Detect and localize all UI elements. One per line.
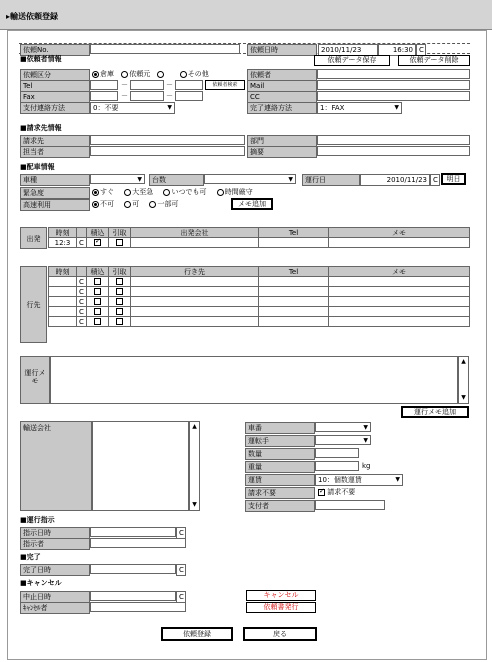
radio-highway-yes-label: 可 [132,200,140,208]
dst-tel-field[interactable] [259,277,329,287]
title-bar [0,0,492,30]
dst-memo-field[interactable] [329,307,470,317]
dst-time-field[interactable] [49,307,77,317]
dst-memo-field[interactable] [329,297,470,307]
operation-memo-textarea[interactable] [50,356,458,404]
qty-label: 数量 [245,448,315,460]
service-date-calendar-button[interactable]: C [430,174,440,186]
request-type-radios [90,69,245,79]
highway-label: 高速利用 [20,199,90,211]
instruction-date-label: 指示日時 [20,527,90,539]
request-no-field[interactable] [90,44,240,54]
request-date-field[interactable]: 2010/11/23 [318,44,378,56]
destination-table [48,266,470,327]
instruction-date-field[interactable] [90,527,176,537]
chevron-down-icon: ▼ [363,424,368,431]
chevron-down-icon: ▼ [363,437,368,444]
dep-col-c [77,228,87,238]
request-time-calendar-button[interactable]: C [416,44,426,56]
transport-scrollbar[interactable] [189,421,200,511]
tel-field-3[interactable] [175,80,203,90]
radio-urgency-strict-label: 時間厳守 [224,188,253,196]
qty-field[interactable] [315,448,359,458]
save-data-button[interactable]: 依頼データ保存 [314,55,390,66]
dst-load-checkbox[interactable] [94,298,101,305]
dst-dest-field[interactable] [131,297,259,307]
departure-table [48,227,470,248]
fare-select[interactable] [315,474,403,486]
dep-load-cell [87,238,109,248]
service-date-label: 運行日 [302,174,360,186]
fax-field-1[interactable] [90,91,118,101]
dst-col-tel: Tel [259,267,329,277]
cancel-calendar-button[interactable]: C [176,591,186,603]
billing-section-title: ■請求先情報 [20,124,62,132]
dst-col-memo: メモ [329,267,470,277]
no-bill-option [318,487,355,497]
cc-label: CC [247,91,317,103]
dst-time-field[interactable] [49,317,77,327]
radio-origin-label: 依頼元 [129,70,151,78]
dst-time-field[interactable] [49,277,77,287]
instruction-section-title: ■運行指示 [20,516,55,524]
urgency-label: 緊急度 [20,187,90,199]
billing-person-field[interactable] [90,146,245,156]
service-date-field[interactable]: 2010/11/23 [360,174,430,186]
radio-urgency-asap-label: 大至急 [132,188,154,196]
register-button[interactable]: 依頼登録 [161,627,233,641]
radio-highway-partial[interactable] [149,201,156,208]
tel-field-2[interactable] [130,80,164,90]
scroll-down-icon[interactable]: ▼ [461,394,466,401]
fax-dash-2: － [166,92,173,100]
billing-to-label: 請求先 [20,135,90,147]
dst-pickup-checkbox[interactable] [116,298,123,305]
instruction-calendar-button[interactable]: C [176,527,186,539]
dst-time-field[interactable] [49,297,77,307]
radio-warehouse-label: 倉庫 [100,70,114,78]
chevron-down-icon: ▼ [395,476,400,483]
fax-label: Fax [20,91,90,103]
dst-time-field[interactable] [49,287,77,297]
driver-label: 運転手 [245,435,315,447]
radio-other-label: その他 [187,70,209,78]
dst-calendar-button[interactable]: C [77,317,87,327]
tel-field-1[interactable] [90,80,118,90]
dep-col-company: 出発会社 [131,228,259,238]
dst-memo-field[interactable] [329,317,470,327]
done-contact-label: 完了連絡方法 [247,102,317,114]
no-bill-check-label: 請求不要 [327,488,356,496]
payee-field[interactable] [315,500,385,510]
dst-load-checkbox[interactable] [94,288,101,295]
transport-company-list[interactable] [92,421,189,511]
dst-calendar-button[interactable]: C [77,287,87,297]
fax-field-3[interactable] [175,91,203,101]
memo-scrollbar[interactable] [458,356,469,404]
vehicle-label: 車種 [20,174,90,186]
table-row [49,238,470,248]
weight-field[interactable] [315,461,359,471]
radio-highway-no-label: 不可 [100,200,114,208]
dst-memo-field[interactable] [329,287,470,297]
highway-radios [90,199,230,209]
radio-origin[interactable] [121,71,128,78]
dep-load-checkbox[interactable] [94,239,101,246]
dst-load-checkbox[interactable] [94,278,101,285]
radio-other[interactable] [180,71,187,78]
delete-data-button[interactable]: 依頼データ削除 [398,55,470,66]
dst-pickup-checkbox[interactable] [116,318,123,325]
fax-field-2[interactable] [130,91,164,101]
requester-search-button[interactable]: 依頼者検索 [205,80,245,90]
dst-dest-field[interactable] [131,317,259,327]
dep-pickup-checkbox[interactable] [116,239,123,246]
cancel-date-field[interactable] [90,591,176,601]
dst-pickup-checkbox[interactable] [116,278,123,285]
dst-memo-field[interactable] [329,277,470,287]
operation-memo-label: 運行メモ [20,356,50,404]
requester-label: 依頼者 [247,69,317,81]
dst-dest-field[interactable] [131,277,259,287]
table-row [49,287,470,297]
instruction-person-label: 指示者 [20,538,90,550]
dst-col-time: 時刻 [49,267,77,277]
weight-unit: kg [362,462,371,470]
done-contact-select[interactable] [317,102,402,114]
chevron-down-icon: ▼ [167,104,172,111]
no-bill-label: 請求不要 [245,487,315,499]
dst-calendar-button[interactable]: C [77,277,87,287]
dst-calendar-button[interactable]: C [77,297,87,307]
radio-urgency-strict[interactable] [217,189,224,196]
dst-tel-field[interactable] [259,317,329,327]
radio-urgency-now[interactable] [92,189,99,196]
table-row [49,277,470,287]
dst-pickup-checkbox[interactable] [116,308,123,315]
operation-memo-add-button[interactable]: 運行メモ追加 [401,406,469,418]
dst-pickup-cell [109,317,131,327]
dep-col-tel: Tel [259,228,329,238]
request-no-label: 依頼No. [20,44,90,56]
dst-tel-field[interactable] [259,307,329,317]
requester-section-title: ■依頼者情報 [20,55,62,63]
chevron-down-icon: ▼ [394,104,399,111]
dept-field[interactable] [317,135,470,145]
dst-pickup-cell [109,287,131,297]
dep-tel-field[interactable] [259,238,329,248]
completion-date-label: 完了日時 [20,564,90,576]
dep-company-field[interactable] [131,238,259,248]
back-button[interactable]: 戻る [243,627,317,641]
transport-company-label: 輸送会社 [20,421,92,511]
billing-to-field[interactable] [90,135,245,145]
pay-contact-value: 0：不要 [93,104,119,112]
dst-pickup-cell [109,297,131,307]
tomorrow-button[interactable]: 明日 [441,173,466,185]
dst-load-cell [87,317,109,327]
table-row [49,317,470,327]
cancel-person-label: ｷｬﾝｾﾙ者 [20,602,90,614]
table-row [49,307,470,317]
cancel-section-title: ■キャンセル [20,579,62,587]
requester-field[interactable] [317,69,470,79]
dep-calendar-button[interactable]: C [77,238,87,248]
dst-col-load: 積込 [87,267,109,277]
scroll-down-icon[interactable]: ▼ [192,501,197,508]
pay-contact-select[interactable] [90,102,175,114]
driver-select[interactable] [315,435,371,445]
dst-col-c [77,267,87,277]
tel-dash-2: － [166,81,173,89]
dst-pickup-cell [109,307,131,317]
radio-highway-partial-label: 一部可 [157,200,179,208]
reissue-button[interactable]: 依頼書発行 [246,602,316,613]
destination-label: 行先 [20,266,47,343]
departure-label: 出発 [20,227,47,249]
dst-load-cell [87,277,109,287]
radio-highway-no[interactable] [92,201,99,208]
dep-col-load: 積込 [87,228,109,238]
dst-col-pickup: 引取 [109,267,131,277]
dst-dest-field[interactable] [131,307,259,317]
radio-warehouse[interactable] [92,71,99,78]
dst-load-cell [87,297,109,307]
no-bill-checkbox[interactable] [318,489,325,496]
dep-pickup-cell [109,238,131,248]
pay-contact-label: 支付連絡方法 [20,102,90,114]
request-type-label: 依頼区分 [20,69,90,81]
dep-col-pickup: 引取 [109,228,131,238]
dst-pickup-cell [109,277,131,287]
dep-time-field[interactable]: 12:3 [49,238,77,248]
chevron-down-icon: ▼ [288,176,293,183]
radio-urgency-anytime[interactable] [163,189,170,196]
mail-label: Mail [247,80,317,92]
cc-field[interactable] [317,91,470,101]
request-date-label: 依頼日時 [247,44,317,56]
summary-label: 摘要 [247,146,317,158]
fare-label: 運賃 [245,474,315,486]
dst-load-cell [87,287,109,297]
dst-col-dest: 行き先 [131,267,259,277]
request-time-field[interactable]: 16:30 [378,44,416,56]
mail-field[interactable] [317,80,470,90]
dep-col-memo: メモ [329,228,470,238]
dst-load-checkbox[interactable] [94,308,101,315]
cancel-button[interactable]: キャンセル [246,590,316,601]
table-row [49,297,470,307]
memo-add-button[interactable]: メモ追加 [231,198,273,210]
dst-load-checkbox[interactable] [94,318,101,325]
dst-load-cell [87,307,109,317]
count-label: 台数 [149,174,204,186]
count-select[interactable] [204,174,296,184]
dep-col-time: 時刻 [49,228,77,238]
instruction-person-field[interactable] [90,538,186,548]
billing-person-label: 担当者 [20,146,90,158]
radio-urgency-now-label: すぐ [100,188,114,196]
dst-calendar-button[interactable]: C [77,307,87,317]
payee-label: 支付者 [245,500,315,512]
fax-dash-1: － [121,92,128,100]
dst-dest-field[interactable] [131,287,259,297]
summary-field[interactable] [317,146,470,156]
dept-label: 部門 [247,135,317,147]
dst-tel-field[interactable] [259,287,329,297]
car-no-select[interactable] [315,422,371,432]
urgency-radios [90,187,310,197]
dep-memo-field[interactable] [329,238,470,248]
weight-label: 重量 [245,461,315,473]
dispatch-section-title: ■配車情報 [20,163,55,171]
radio-urgency-anytime-label: いつでも可 [171,188,207,196]
tel-dash-1: － [121,81,128,89]
scroll-up-icon[interactable]: ▲ [461,358,466,365]
cancel-date-label: 中止日時 [20,591,90,603]
completion-section-title: ■完了 [20,553,41,561]
radio-highway-yes[interactable] [124,201,131,208]
completion-calendar-button[interactable]: C [176,564,186,576]
radio-blank[interactable] [157,71,164,78]
car-no-label: 車番 [245,422,315,434]
scroll-up-icon[interactable]: ▲ [192,423,197,430]
tel-label: Tel [20,80,90,92]
window-title: ▸輸送依頼登録 [6,12,59,21]
done-contact-value: 1：FAX [320,104,345,112]
dst-tel-field[interactable] [259,297,329,307]
fare-value: 10：個数運賃 [318,476,362,484]
dst-pickup-checkbox[interactable] [116,288,123,295]
radio-urgency-asap[interactable] [124,189,131,196]
completion-date-field[interactable] [90,564,176,574]
vehicle-select[interactable] [90,174,145,184]
cancel-person-field[interactable] [90,602,186,612]
chevron-down-icon: ▼ [137,176,142,183]
